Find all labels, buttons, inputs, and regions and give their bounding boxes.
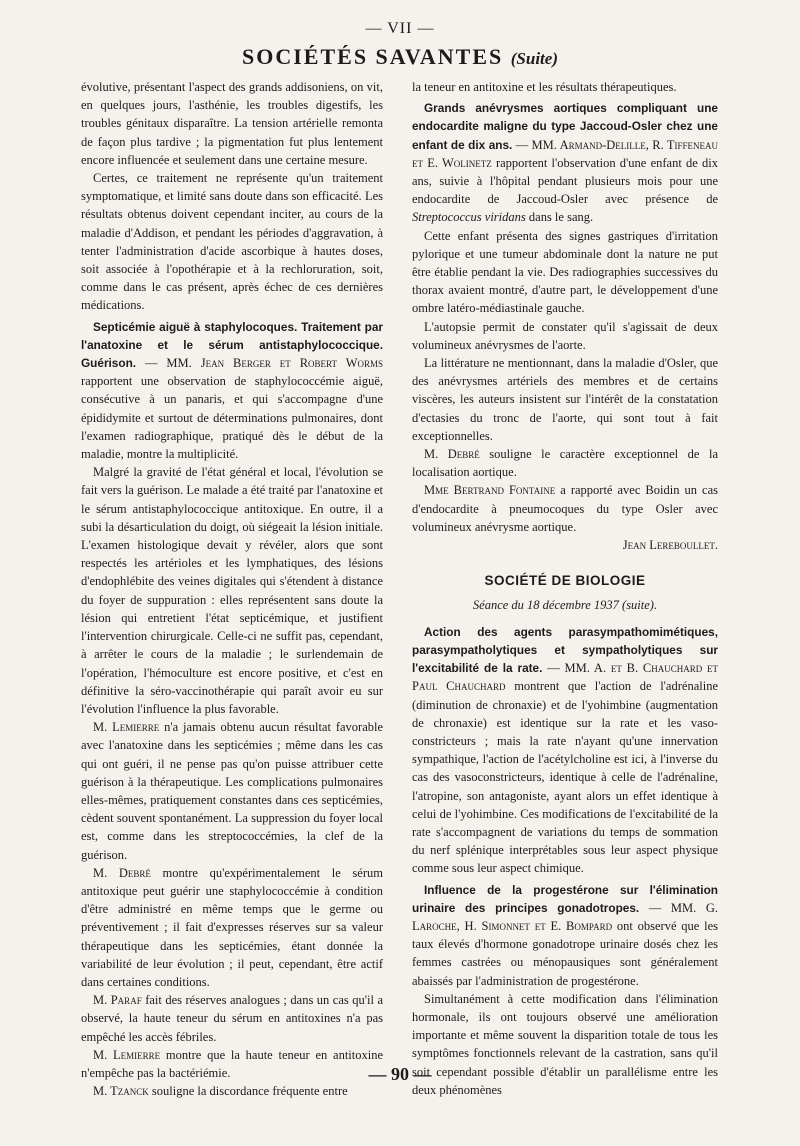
paragraph-text: fait des réserves analogues ; dans un cas qu'il a observé, la haute teneur du sérum en antitoxines n'a pas empêché les accès fébriles.	[81, 993, 384, 1044]
roman-page-number: — VII —	[365, 20, 435, 37]
communication-title: Grands anévrysmes aortiques compliquant une endocardite maligne du type Jaccoud-Osler chez une enfant de dix ans.	[412, 101, 718, 152]
signature: Jean Lereboullet.	[622, 538, 718, 553]
authors: — MM. A. et B. Chauchard et Paul Chauchard	[412, 661, 719, 694]
communication-title: Septicémie aiguë à staphylocoques. Traitement par l'anatoxine et le sérum antistaphylococcique. Guérison.	[81, 319, 383, 371]
paragraph-text: n'a jamais obtenu aucun résultat favorable avec l'anatoxine dans les septicémies ; même dans les cas qui ont guéri, il ne pense pas qu'on puisse attribuer cette guérison à la thérapeutique. Les complications pulmonaires elles-mêmes, pratiquement constantes dans ces septicémies, cèdent souvent spontanément. La suppression du foyer local est, comme dans les streptococcémies, la clef de la guérison.	[81, 720, 384, 862]
communication-title: Influence de la progestérone sur l'élimination urinaire des principes gonadotropes.	[412, 882, 718, 915]
communication-paragraph	[81, 318, 383, 464]
paragraph-text: ont observé que les taux élevés d'hormone gonadotrope urinaire dosés chez les femmes castrées ou ménopausiques sont généralement abaissés par l'administration de progestérone.	[412, 918, 719, 988]
paragraph-text: montre que la haute teneur en antitoxine n'empêche pas la bactériémie.	[81, 1047, 384, 1080]
discussion-paragraph	[412, 445, 718, 481]
communication-title: Action des agents parasympathomimétiques, parasympatholytiques et sympatholytiques sur l'excitabilité de la rate.	[412, 624, 718, 676]
section-heading-suite: (Suite)	[510, 49, 558, 68]
discussion-paragraph	[81, 864, 383, 991]
paragraph: Simultanément à cette modification dans l'élimination hormonale, ils ont toujours observé une amélioration importante et même souvent la disparition totale de tous les symptômes fonctionnels relevant de la castration, sans qu'il soit cependant possible d'établir un parallélisme entre les deux phénomènes	[412, 991, 718, 1097]
paragraph: Certes, ce traitement ne représente qu'un traitement symptomatique, et limité sans doute dans son efficacité. Les résultats obtenus doivent cependant inciter, au cours de la maladie d'Addison, et pendant les périodes d'aggravation, à tenter l'administration d'acide ascorbique à hautes doses, soit associée à l'opothérapie et à la rechloruration, soit, comme dans le cas présent, après échec de ces dernières médications.	[81, 171, 383, 313]
discussant-name: M. Lemierre	[93, 720, 160, 735]
paragraph-text: rapportent une observation de staphylococcémie aiguë, consécutive à un panaris, et qui s'accompagne d'une épididymite et surtout de déterminations pulmonaires, dont l'examen radiographique, pratiqué dès le début de la maladie, montre la multiplicité.	[81, 374, 383, 462]
page-number: — 90 —	[368, 1064, 432, 1084]
page-title	[0, 44, 800, 70]
paragraph: La littérature ne mentionnant, dans la maladie d'Osler, que des anévrysmes artériels des membres et de certains viscères, les auteurs insistent sur l'intérêt de la constatation d'ectasies du tronc de l'aorte, qui sont tout à fait exceptionnelles.	[412, 356, 718, 443]
discussant-name: Mme Bertrand Fontaine	[424, 483, 556, 498]
paragraph-text: dans le sang.	[528, 210, 594, 225]
authors: — MM. Armand-Delille, R. Tiffeneau et E. Wolinetz	[412, 137, 719, 170]
discussant-name: M. Debré	[93, 865, 151, 880]
discussion-paragraph	[412, 481, 718, 536]
paragraph-text: montre qu'expérimentalement le sérum antitoxique peut guérir une staphylococcémie à condition d'être administré en même temps que le germe ou préventivement ; il fait d'expresses réserves sur sa valeur thérapeutique dans les septicémies, étant donnée la variabilité de leur évolution ; il peut, cependant, être actif dans certaines conditions.	[81, 865, 383, 989]
discussant-name: M. Lemierre	[93, 1047, 161, 1062]
authors: — MM. G. Laroche, H. Simonnet et E. Bompard	[412, 900, 718, 933]
paragraph-text: a rapporté avec Boidin un cas d'endocardite à pneumocoques du type Osler avec volumineux anévrysme aortique.	[412, 483, 718, 534]
discussant-name: M. Tzanck	[93, 1084, 149, 1099]
session-date: Séance du 18 décembre 1937 (suite).	[472, 598, 658, 613]
society-title: SOCIÉTÉ DE BIOLOGIE	[484, 573, 646, 589]
paragraph: la teneur en antitoxine et les résultats thérapeutiques.	[412, 80, 677, 94]
right-column	[412, 78, 718, 1099]
paragraph: L'autopsie permit de constater qu'il s'agissait de deux volumineux anévrysmes de l'aorte.	[412, 319, 718, 352]
paragraph-text: montrent que l'action de l'adrénaline (diminution de chronaxie) et de l'yohimbine (augmentation de chronaxie) est identique sur la rate et les vaso-constricteurs ; mais la rate n'ayant qu'une innervation sympathique, l'action de l'acétylcholine est ici, à l'inverse du cas des vasoconstricteurs, identique à celle de l'adrénaline, l'atropine, son antagoniste, ayant alors un effet identique à celui de l'yohimbine. Ces modifications de l'excitabilité de la rate s'accompagnent de variations du temps de sommation du nerf splénique interprétables sous leur aspect physique comme sous leur aspect chimique.	[412, 679, 718, 876]
discussion-paragraph	[81, 991, 383, 1046]
paragraph: évolutive, présentant l'aspect des grands addisoniens, on vit, en quelques jours, l'asthénie, les troubles digestifs, les troubles génitaux disparaître. La tension artérielle remonta de façon plus tardive ; la pigmentation fut plus lentement encore influencée et seulement dans une certaine mesure.	[81, 80, 383, 167]
communication-paragraph	[412, 881, 718, 990]
section-heading: SOCIÉTÉS SAVANTES	[242, 44, 504, 69]
paragraph-text: souligne la discordance fréquente entre	[151, 1084, 348, 1099]
paragraph-text: souligne le caractère exceptionnel de la localisation aortique.	[412, 447, 718, 480]
authors: — MM. Jean Berger et Robert Worms	[145, 356, 383, 371]
species-name: Streptococcus viridans	[412, 210, 526, 225]
paragraph-text: rapportent l'observation d'une enfant de dix ans, suivie à l'hôpital pendant plusieurs mois pour une endocardite de Jaccoud-Osler avec présence de	[412, 155, 718, 207]
left-column	[81, 78, 383, 1100]
discussion-paragraph	[81, 718, 383, 864]
communication-paragraph	[412, 623, 718, 878]
discussant-name: M. Paraf	[93, 993, 142, 1008]
paragraph: Malgré la gravité de l'état général et local, l'évolution se fait vers la guérison. Le malade a été traité par l'anatoxine et le sérum antistaphylococcique antitoxique. En outre, il a subi la désarticulation du doigt, où siégeait la lésion initiale. L'examen histologique devait y révéler, alors que sont respectés les artérioles et les lymphatiques, des lésions d'endophlébite des veines digitales qui s'étendent à distance du foyer de suppuration : elles représentent sans doute la lésion qui entretient l'état septicémique, et justifient l'intervention chirurgicale. Celle-ci ne suffit pas, cependant, à arrêter le cours de la maladie ; le surlendemain de l'opération, l'hémoculture est encore positive, et c'est en définitive la séro-vaccinothérapie qui paraît avoir eu sur l'évolution l'influence la plus favorable.	[81, 465, 383, 716]
paragraph: Cette enfant présenta des signes gastriques d'irritation pylorique et une tumeur abdominale dont la nature ne put être établie pendant la vie. Des radiographies successives du thorax avaient montré, d'autre part, le développement d'une ombre latéro-médiastinale gauche.	[412, 228, 718, 316]
discussant-name: M. Debré	[424, 447, 480, 462]
communication-paragraph	[412, 99, 718, 226]
